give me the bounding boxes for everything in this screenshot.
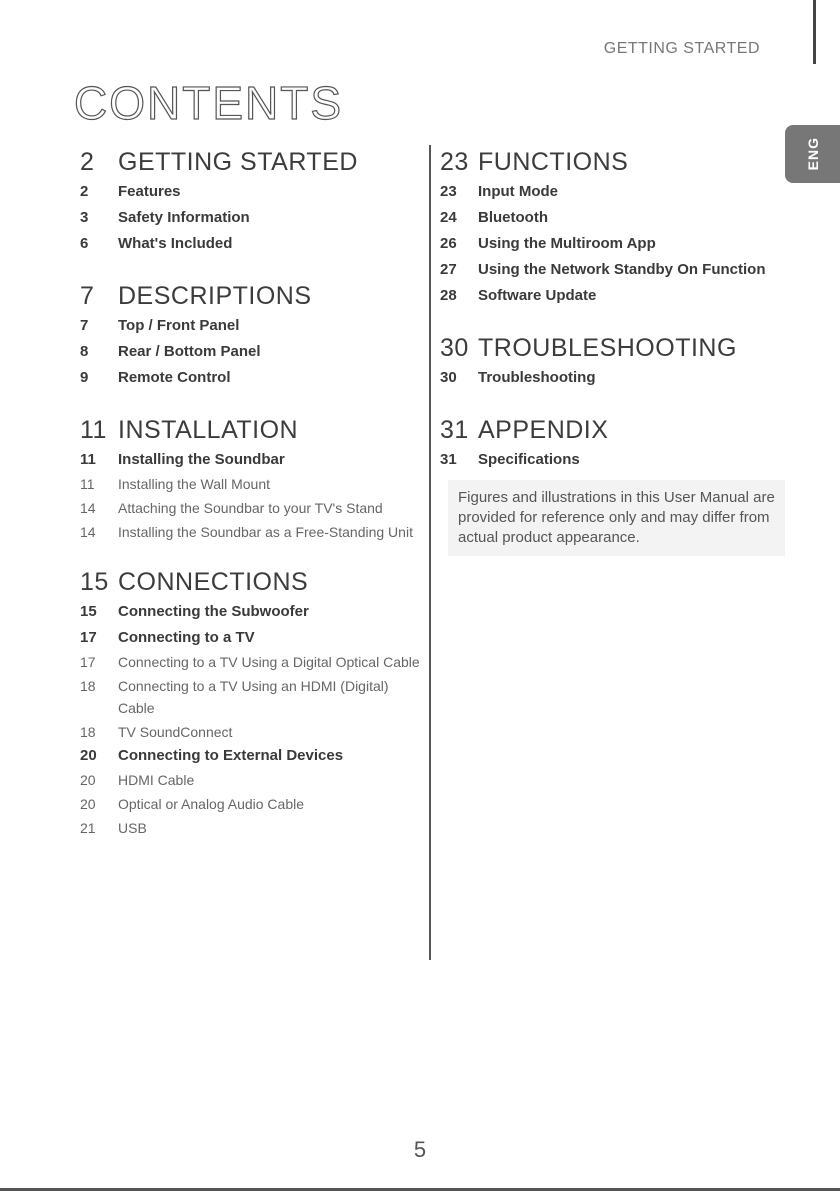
entry-page-number: 26 <box>440 235 457 252</box>
entry-title: Connecting to a TV Using a Digital Optical Cable <box>118 654 420 670</box>
header-rule <box>813 0 816 64</box>
section-page-number: 31 <box>440 416 469 444</box>
entry-page-number: 3 <box>80 209 89 226</box>
toc-entry[interactable] <box>440 365 785 391</box>
entry-title: What's Included <box>118 235 233 252</box>
section-page-number: 2 <box>80 148 95 176</box>
entry-page-number: 30 <box>440 369 457 386</box>
entry-page-number: 17 <box>80 629 97 646</box>
entry-page-number: 18 <box>80 678 96 694</box>
entry-title: Attaching the Soundbar to your TV's Stand <box>118 500 383 516</box>
toc-subentry[interactable] <box>80 521 420 543</box>
toc-entry[interactable] <box>80 365 420 391</box>
section-page-number: 11 <box>80 416 107 444</box>
toc-entry[interactable] <box>440 257 785 283</box>
toc-entry[interactable] <box>80 743 420 769</box>
toc-entry[interactable] <box>440 179 785 205</box>
section-page-number: 15 <box>80 568 109 596</box>
toc-entry[interactable] <box>80 313 420 339</box>
entry-title: Using the Network Standby On Function <box>478 261 766 278</box>
entry-title: Connecting the Subwoofer <box>118 603 309 620</box>
entry-page-number: 18 <box>80 724 96 740</box>
toc-section-appendix <box>440 413 785 473</box>
entry-title: Input Mode <box>478 183 558 200</box>
toc-entry[interactable] <box>440 283 785 309</box>
toc-entry[interactable] <box>440 205 785 231</box>
entry-title: Remote Control <box>118 369 231 386</box>
toc-subentry[interactable] <box>80 721 420 743</box>
entry-page-number: 14 <box>80 524 96 540</box>
toc-subentry[interactable] <box>80 497 420 519</box>
entry-title: Installing the Soundbar <box>118 451 285 468</box>
entry-title: Optical or Analog Audio Cable <box>118 796 305 812</box>
toc-subentry[interactable] <box>80 651 420 673</box>
disclaimer-note: Figures and illustrations in this User Manual are provided for reference only and may differ from actual product appearance. <box>448 480 785 556</box>
entry-title: Connecting to External Devices <box>118 747 344 764</box>
section-title: APPENDIX <box>478 416 609 444</box>
entry-page-number: 14 <box>80 500 96 516</box>
entry-page-number: 6 <box>80 235 89 252</box>
entry-title: Troubleshooting <box>478 369 596 386</box>
toc-entry[interactable] <box>80 179 420 205</box>
toc-section-descriptions <box>80 279 420 391</box>
entry-page-number: 11 <box>80 451 96 468</box>
entry-page-number: 28 <box>440 287 457 304</box>
toc-subentry[interactable] <box>80 817 420 839</box>
toc-entry[interactable] <box>80 599 420 625</box>
entry-title: Connecting to a TV Using an HDMI (Digital) Cable <box>118 678 389 716</box>
entry-title: Installing the Wall Mount <box>118 476 270 492</box>
entry-page-number: 8 <box>80 343 89 360</box>
toc-subentry[interactable] <box>80 769 420 791</box>
toc-section-heading[interactable] <box>440 331 785 365</box>
entry-page-number: 20 <box>80 772 96 788</box>
page-title: CONTENTS <box>74 77 343 129</box>
entry-page-number: 23 <box>440 183 457 200</box>
language-tab <box>785 125 840 183</box>
toc-subentry[interactable] <box>80 675 420 719</box>
entry-title: Installing the Soundbar as a Free-Standing Unit <box>118 524 413 540</box>
entry-title: Safety Information <box>118 209 250 226</box>
language-tab-label: ENG <box>804 137 821 171</box>
entry-page-number: 2 <box>80 183 89 200</box>
entry-title: Top / Front Panel <box>118 317 240 334</box>
entry-page-number: 11 <box>80 476 95 492</box>
toc-left-column <box>80 145 420 839</box>
toc-section-functions <box>440 145 785 309</box>
toc-section-getting-started <box>80 145 420 257</box>
toc-section-connections <box>80 565 420 839</box>
toc-entry[interactable] <box>80 205 420 231</box>
toc-entry[interactable] <box>80 625 420 651</box>
entry-title: TV SoundConnect <box>118 724 233 740</box>
entry-page-number: 9 <box>80 369 89 386</box>
toc-right-column <box>440 145 785 473</box>
entry-page-number: 17 <box>80 654 96 670</box>
toc-entry[interactable] <box>80 339 420 365</box>
entry-title: Using the Multiroom App <box>478 235 656 252</box>
entry-page-number: 20 <box>80 747 97 764</box>
toc-section-heading[interactable] <box>80 565 420 599</box>
entry-page-number: 24 <box>440 209 457 226</box>
toc-section-installation <box>80 413 420 543</box>
column-divider <box>429 145 431 960</box>
section-page-number: 30 <box>440 334 469 362</box>
section-page-number: 7 <box>80 282 95 310</box>
section-title: FUNCTIONS <box>478 148 629 176</box>
entry-title: USB <box>118 820 147 836</box>
toc-section-heading[interactable] <box>80 279 420 313</box>
entry-title: HDMI Cable <box>118 772 195 788</box>
toc-section-heading[interactable] <box>440 145 785 179</box>
toc-subentry[interactable] <box>80 473 420 495</box>
toc-section-heading[interactable] <box>440 413 785 447</box>
entry-title: Bluetooth <box>478 209 548 226</box>
entry-title: Software Update <box>478 287 597 304</box>
section-title: GETTING STARTED <box>118 148 358 176</box>
toc-entry[interactable] <box>440 231 785 257</box>
section-page-number: 23 <box>440 148 469 176</box>
toc-entry[interactable] <box>80 447 420 473</box>
section-title: CONNECTIONS <box>118 568 309 596</box>
section-title: DESCRIPTIONS <box>118 282 312 310</box>
entry-title: Specifications <box>478 451 580 468</box>
toc-entry[interactable] <box>80 231 420 257</box>
page-number: 5 <box>413 1137 427 1162</box>
entry-title: Features <box>118 183 181 200</box>
entry-title: Rear / Bottom Panel <box>118 343 261 360</box>
entry-page-number: 7 <box>80 317 89 334</box>
toc-section-heading[interactable] <box>80 145 420 179</box>
entry-page-number: 27 <box>440 261 457 278</box>
entry-page-number: 21 <box>80 820 96 836</box>
toc-section-troubleshooting <box>440 331 785 391</box>
entry-page-number: 31 <box>440 451 457 468</box>
toc-section-heading[interactable] <box>80 413 420 447</box>
toc-entry[interactable] <box>440 447 785 473</box>
entry-page-number: 20 <box>80 796 96 812</box>
entry-title: Connecting to a TV <box>118 629 255 646</box>
section-title: TROUBLESHOOTING <box>478 334 737 362</box>
running-header: GETTING STARTED <box>603 40 760 57</box>
section-title: INSTALLATION <box>118 416 299 444</box>
entry-page-number: 15 <box>80 603 97 620</box>
toc-subentry[interactable] <box>80 793 420 815</box>
